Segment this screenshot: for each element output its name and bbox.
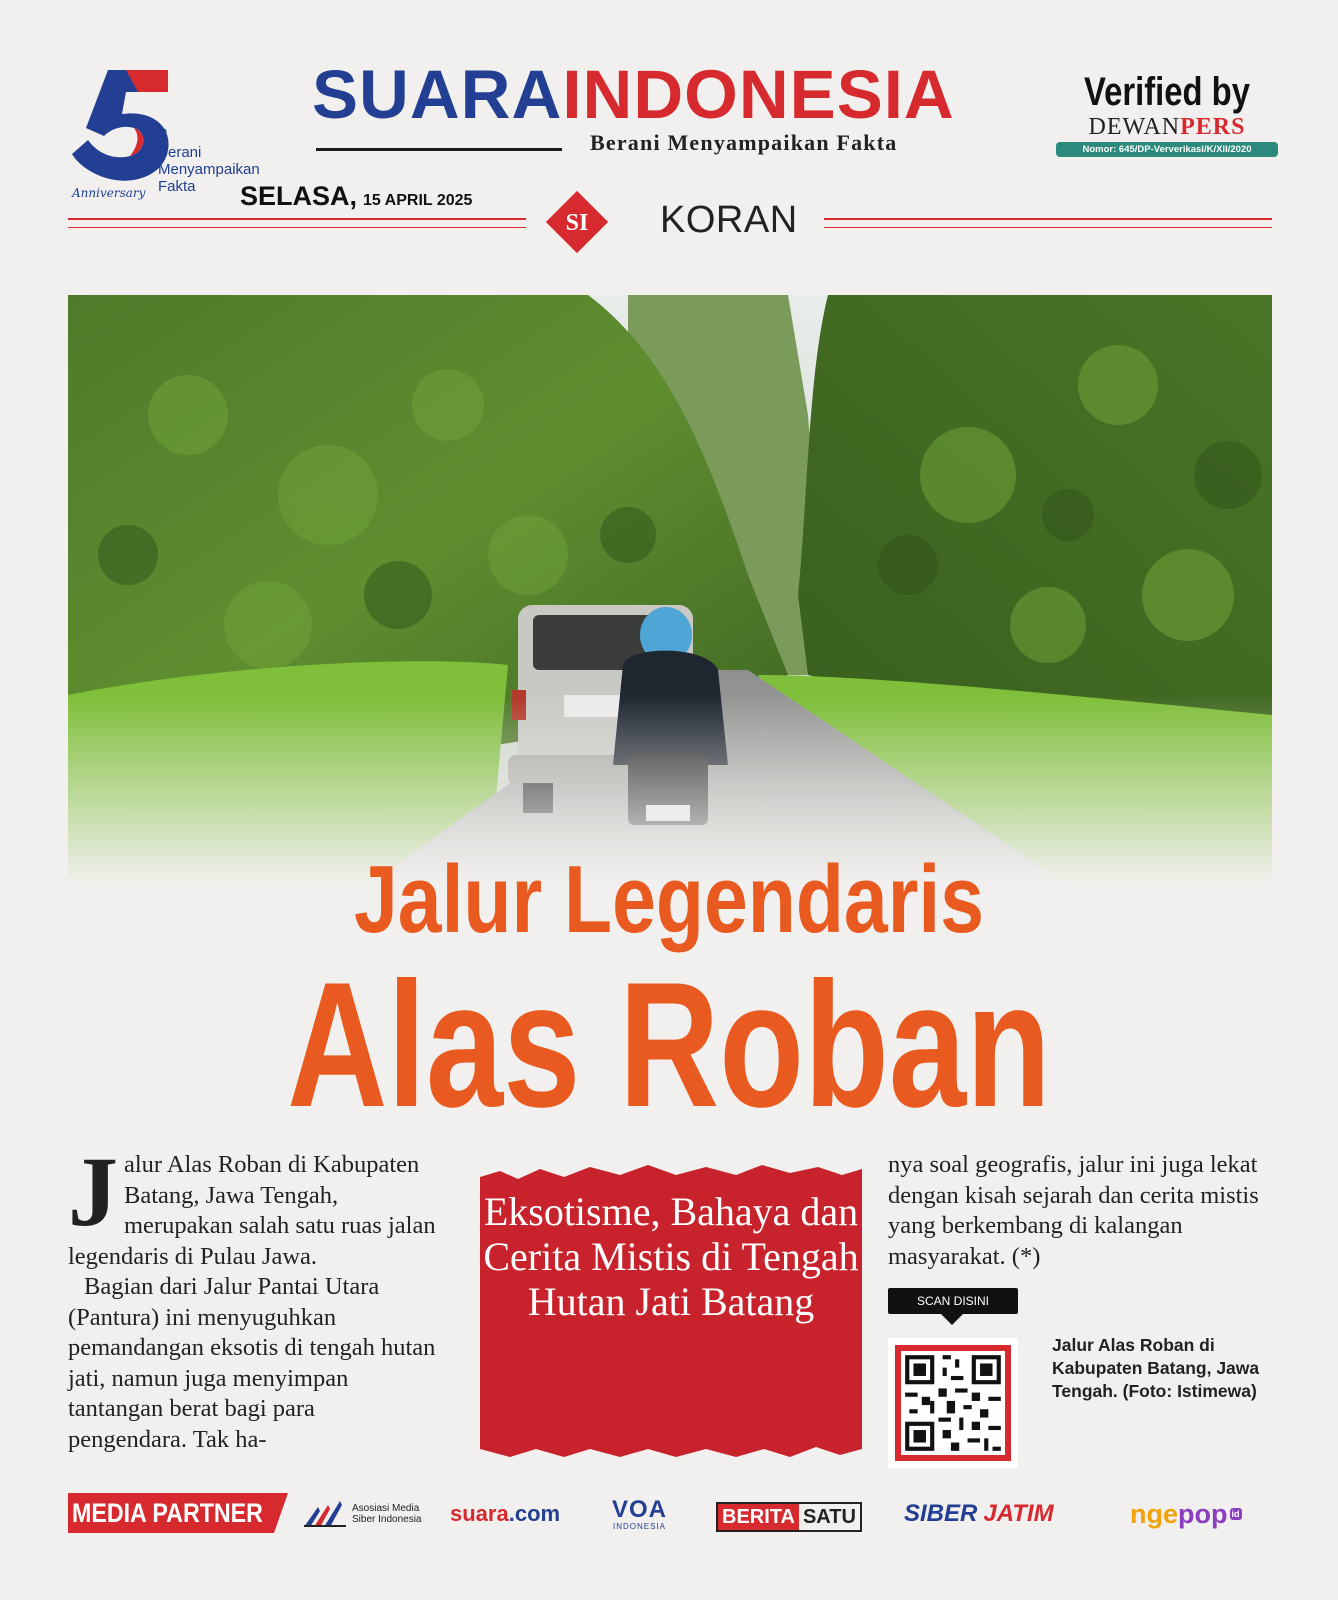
anniversary-suffix: th: [158, 126, 168, 138]
suara-text: suara: [450, 1501, 509, 1526]
headline-line-2: Alas Roban: [287, 945, 1051, 1144]
berita-text: BERITA: [718, 1504, 799, 1530]
partner-siberjatim[interactable]: [904, 1496, 1054, 1532]
nge-text: nge: [1130, 1498, 1179, 1529]
dateline-date: 15 APRIL 2025: [363, 192, 473, 209]
partner-voa[interactable]: [612, 1496, 667, 1532]
ngepop-id-badge: id: [1231, 1509, 1240, 1519]
si-badge-text: SI: [565, 210, 589, 236]
partner-ngepop[interactable]: [1130, 1496, 1242, 1532]
partner-amsi[interactable]: [302, 1496, 432, 1532]
article-paragraph-1-text: alur Alas Roban di Kabupaten Batang, Jawa Tengah, merupakan salah satu ruas jalan legendaris di Pulau Jawa.: [68, 1151, 436, 1270]
pers-label: PERS: [1180, 114, 1246, 140]
callout-text: Eksotisme, Bahaya dan Cerita Mistis di Tengah Hutan Jati Batang: [483, 1189, 859, 1324]
article-paragraph-2: Bagian dari Jalur Pantai Utara (Pantura) ini menyuguhkan pemandangan eksotis di tengah hutan jati, namun juga menyimpan tantangan berat bagi para pengendara. Tak ha-: [68, 1273, 436, 1453]
dateline: [240, 181, 472, 212]
verification-number: Nomor: 645/DP-Ververikasi/K/XII/2020: [1056, 142, 1278, 157]
masthead-suara: SUARA: [312, 56, 563, 133]
qr-frame: [895, 1345, 1011, 1461]
section-label: KORAN: [660, 199, 798, 241]
satu-text: SATU: [802, 1506, 856, 1528]
qr-inner: [901, 1351, 1005, 1455]
suara-dotcom: .com: [508, 1501, 561, 1526]
callout-box: [480, 1163, 862, 1459]
article-column-3: [888, 1150, 1272, 1272]
pop-text: pop: [1178, 1498, 1228, 1529]
header-rule-right: [824, 218, 1272, 228]
voa-text: VOA: [612, 1495, 668, 1523]
si-badge-icon: [545, 190, 609, 254]
amsi-logo-icon: [302, 1499, 348, 1529]
header-rule-left: [68, 218, 526, 228]
qr-pattern-icon: [901, 1351, 1005, 1455]
voa-subtext: INDONESIA: [613, 1521, 667, 1531]
dewan-label: DEWAN: [1088, 114, 1181, 140]
scan-label[interactable]: SCAN DISINI: [888, 1288, 1018, 1314]
dateline-day: SELASA,: [240, 181, 358, 211]
masthead-title[interactable]: [312, 56, 1032, 133]
scan-arrow-icon: [940, 1313, 964, 1325]
media-partner-label: [68, 1493, 288, 1533]
media-partner-text: MEDIA PARTNER: [72, 1498, 263, 1528]
jatim-text: JATIM: [983, 1500, 1054, 1527]
article-paragraph-3: nya soal geografis, jalur ini juga lekat dengan kisah sejarah dan cerita mistis yang berkembang di kalangan masyarakat. (*): [888, 1151, 1259, 1270]
partner-beritasatu[interactable]: [716, 1502, 862, 1532]
anniversary-script: Anniversary: [72, 186, 146, 200]
hero-photo: [68, 295, 1272, 885]
masthead-tagline: Berani Menyampaikan Fakta: [590, 130, 898, 155]
drop-cap: J: [68, 1136, 118, 1247]
verified-title: Verified by: [1084, 70, 1250, 114]
masthead-rule: [316, 148, 562, 151]
masthead-indonesia: INDONESIA: [562, 56, 955, 133]
siber-text: SIBER: [904, 1500, 978, 1527]
photo-caption: Jalur Alas Roban di Kabupaten Batang, Jawa Tengah. (Foto: Istimewa): [1052, 1335, 1260, 1401]
amsi-text: Asosiasi Media Siber Indonesia: [352, 1503, 422, 1525]
headline-line-1: Jalur Legendaris: [354, 846, 984, 953]
article-paragraph-1: [68, 1136, 440, 1272]
verified-badge: [1056, 70, 1278, 157]
qr-code[interactable]: [888, 1338, 1018, 1468]
article-column-1: [68, 1136, 440, 1455]
anniversary-tagline: Berani Menyampaikan Fakta: [158, 144, 260, 195]
dewan-pers-label: [1056, 114, 1278, 140]
partner-suara[interactable]: [450, 1496, 560, 1532]
